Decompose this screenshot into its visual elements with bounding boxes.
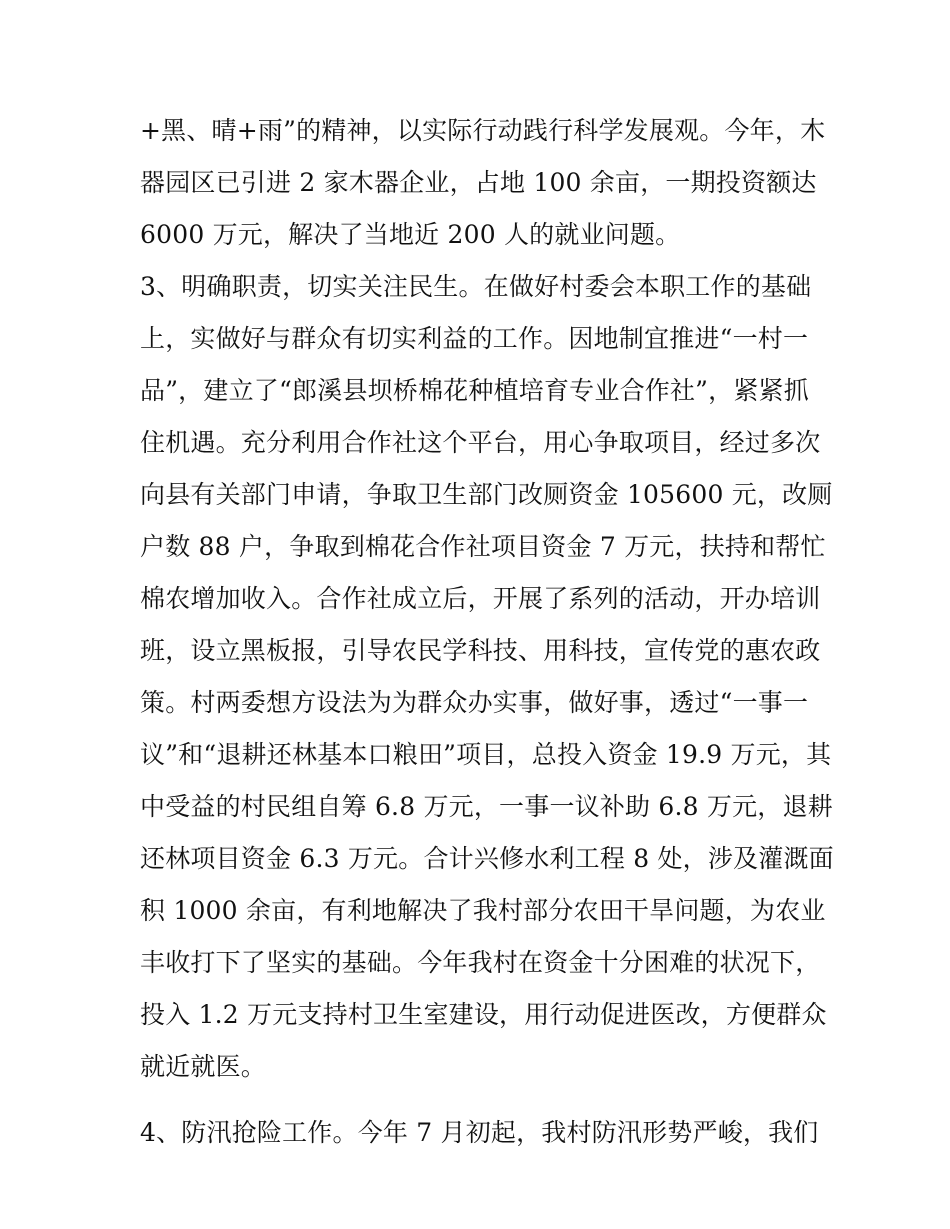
text-line: 器园区已引进 2 家木器企业，占地 100 余亩，一期投资额达 <box>140 168 817 197</box>
text-line: 策。村两委想方设法为为群众办实事，做好事，透过“一事一 <box>140 688 809 717</box>
document-body <box>140 111 834 1165</box>
text-line: 积 1000 余亩，有利地解决了我村部分农田干旱问题，为农业 <box>140 896 826 925</box>
text-line: 上，实做好与群众有切实利益的工作。因地制宜推进“一村一 <box>140 324 809 353</box>
text-line: 投入 1.2 万元支持村卫生室建设，用行动促进医改，方便群众 <box>140 1000 827 1029</box>
text-line: 户数 88 户，争取到棉花合作社项目资金 7 万元，扶持和帮忙 <box>140 532 826 561</box>
text-line: 向县有关部门申请，争取卫生部门改厕资金 105600 元，改厕 <box>140 480 833 509</box>
text-line: 就近就医。 <box>140 1052 267 1081</box>
text-line: 品”，建立了“郎溪县坝桥棉花种植培育专业合作社”，紧紧抓 <box>140 376 809 405</box>
text-line: 6000 万元，解决了当地近 200 人的就业问题。 <box>140 220 681 249</box>
section-3-heading-line: 3、明确职责，切实关注民生。在做好村委会本职工作的基础 <box>140 272 812 301</box>
text-line: 议”和“退耕还林基本口粮田”项目，总投入资金 19.9 万元，其 <box>140 740 832 769</box>
paragraph-gap <box>140 1099 820 1113</box>
text-line: 班，设立黑板报，引导农民学科技、用科技，宣传党的惠农政 <box>140 636 821 665</box>
text-line: +黑、晴+雨”的精神，以实际行动践行科学发展观。今年，木 <box>140 116 826 145</box>
text-line: 棉农增加收入。合作社成立后，开展了系列的活动，开办培训 <box>140 584 821 613</box>
section-4-heading-line: 4、防汛抢险工作。今年 7 月初起，我村防汛形势严峻，我们 <box>140 1118 819 1147</box>
text-line: 还林项目资金 6.3 万元。合计兴修水利工程 8 处，涉及灌溉面 <box>140 844 834 873</box>
text-line: 中受益的村民组自筹 6.8 万元，一事一议补助 6.8 万元，退耕 <box>140 792 833 821</box>
text-line: 丰收打下了坚实的基础。今年我村在资金十分困难的状况下， <box>140 948 821 977</box>
text-line: 住机遇。充分利用合作社这个平台，用心争取项目，经过多次 <box>140 428 821 457</box>
